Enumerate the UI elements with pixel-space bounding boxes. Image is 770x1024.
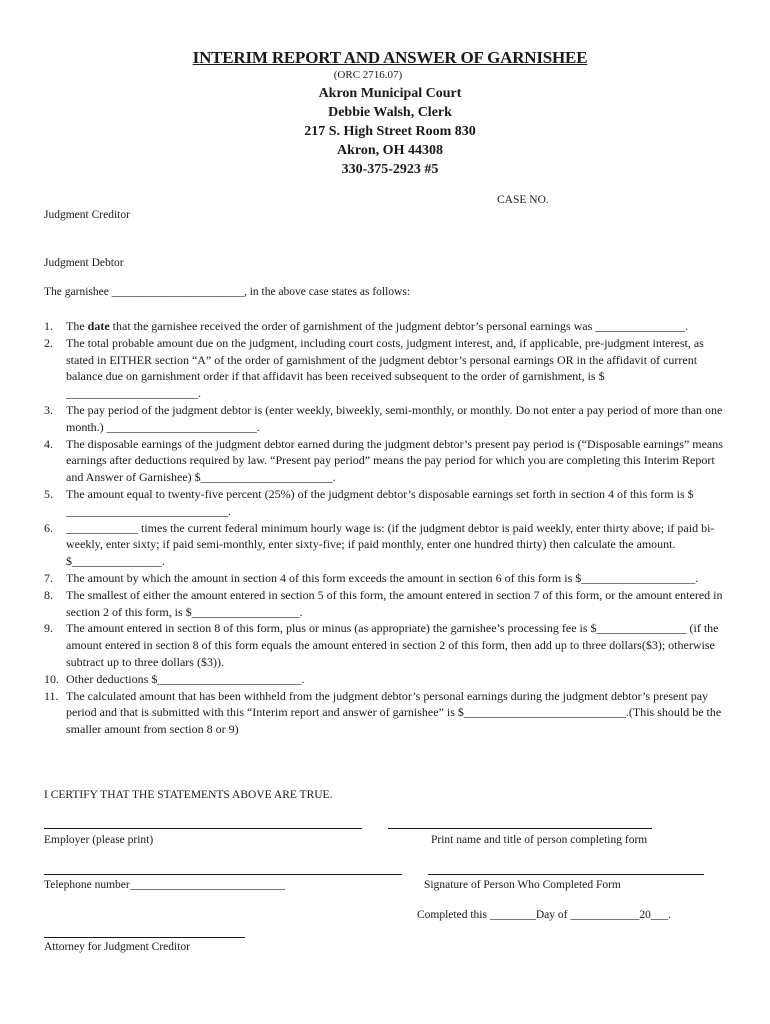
orc-reference: (ORC 2716.07) [333, 69, 403, 81]
item-number: 5. [44, 486, 53, 501]
court-street: 217 S. High Street Room 830 [304, 124, 476, 139]
item-text: The smallest of either the amount entered in section 5 of this form, the amount entered in section 7 of this form, or the amount entered in section 2 of this form, is $__________________. [66, 587, 723, 619]
item-text: The amount by which the amount in section 4 of this form exceeds the amount in section 6 of this form is $___________________. [66, 570, 699, 585]
item-number: 7. [44, 570, 53, 585]
list-item [44, 486, 734, 520]
item-number: 6. [44, 520, 53, 535]
document-title: INTERIM REPORT AND ANSWER OF GARNISHEE [192, 48, 588, 67]
signature-line[interactable] [428, 874, 704, 875]
garnishee-name-blank[interactable]: _______________________ [111, 286, 244, 298]
garnishee-suffix: , in the above case states as follows: [243, 286, 411, 298]
item-number: 11. [44, 688, 59, 703]
item-text: The amount entered in section 8 of this form, plus or minus (as appropriate) the garnishee’s processing fee is $_______________ (if the amount entered in section 8 of this form equals the amount entered in section 2 of this form, then add up to three dollars($3); otherwise subtract up to three dollars ($3)). [66, 621, 719, 669]
list-item [44, 570, 734, 587]
judgment-debtor-label: Judgment Debtor [44, 257, 124, 269]
court-city: Akron, OH 44308 [337, 143, 443, 158]
list-item [44, 335, 734, 402]
court-name: Akron Municipal Court [318, 86, 462, 101]
item-number: 9. [44, 621, 53, 636]
list-item [44, 620, 734, 670]
print-name-line[interactable] [388, 828, 652, 829]
item-bold-word: date [87, 319, 110, 333]
item-number: 4. [44, 436, 53, 451]
list-item [44, 520, 734, 570]
employer-label: Employer (please print) [44, 834, 154, 846]
employer-signature-line[interactable] [44, 828, 362, 829]
item-number: 2. [44, 335, 53, 350]
item-text: Other deductions $________________________. [66, 671, 305, 686]
telephone-top-line [44, 874, 402, 875]
item-text: The calculated amount that has been withheld from the judgment debtor’s personal earnings during the judgment debtor’s present pay period and that is submitted with this “Interim report and answer of garnishee” is $___________________________.(This should be the smaller amount from section 8 or 9) [66, 688, 722, 737]
completed-date-line[interactable]: Completed this ________Day of ____________20___. [417, 909, 671, 921]
item-text: The amount equal to twenty-five percent (25%) of the judgment debtor’s disposable earnings set forth in section 4 of this form is $ ___________________________. [66, 486, 694, 518]
case-no-label: CASE NO. [497, 194, 549, 206]
item-text: The total probable amount due on the judgment, including court costs, judgment interest, and, if applicable, pre-judgment interest, as stated in EITHER section “A” of the order of garnishment of the judgment debtor’s personal earnings OR in the affidavit of current balance due on garnishment order if that affidavit has been received subsequent to the order of garnishment, is $ ______________________. [66, 335, 704, 401]
signature-label: Signature of Person Who Completed Form [424, 879, 621, 891]
item-number: 1. [44, 319, 53, 333]
attorney-signature-line[interactable] [44, 937, 245, 938]
garnishee-statement [44, 286, 410, 298]
answer-items [44, 318, 734, 738]
item-text: The disposable earnings of the judgment debtor earned during the judgment debtor’s present pay period is (“Disposable earnings” means earnings after deductions required by law. “Present pay period” means the pay period for which you are completing this Interim Report and Answer of Garnishee) $______________________. [66, 436, 723, 485]
attorney-label: Attorney for Judgment Creditor [44, 941, 190, 953]
list-item [44, 318, 734, 335]
court-phone: 330-375-2923 #5 [341, 162, 439, 177]
list-item [44, 587, 734, 621]
clerk-name: Debbie Walsh, Clerk [328, 105, 452, 120]
item-text: ____________ times the current federal minimum hourly wage is: (if the judgment debtor is paid weekly, enter thirty above; if paid bi-weekly, enter sixty; if paid semi-monthly, enter sixty-five; if paid monthly, enter one hundred thirty) then calculate the amount. $_______________. [66, 520, 715, 569]
item-number: 10. [44, 671, 59, 686]
item-text: The date that the garnishee received the order of garnishment of the judgment debtor’s personal earnings was _______________. [66, 319, 689, 333]
item-number: 3. [44, 402, 53, 417]
item-text: The pay period of the judgment debtor is (enter weekly, biweekly, semi-monthly, or monthly. Do not enter a pay period of more than one month.) _________________________. [66, 402, 723, 434]
list-item [44, 436, 734, 486]
item-number: 8. [44, 587, 53, 602]
certify-statement: I CERTIFY THAT THE STATEMENTS ABOVE ARE TRUE. [44, 789, 333, 801]
list-item [44, 671, 734, 688]
garnishee-prefix: The garnishee [44, 286, 112, 298]
list-item [44, 402, 734, 436]
list-item [44, 688, 734, 738]
telephone-label[interactable]: Telephone number___________________________ [44, 879, 285, 891]
print-name-label: Print name and title of person completing form [431, 834, 648, 846]
judgment-creditor-label: Judgment Creditor [44, 209, 130, 221]
